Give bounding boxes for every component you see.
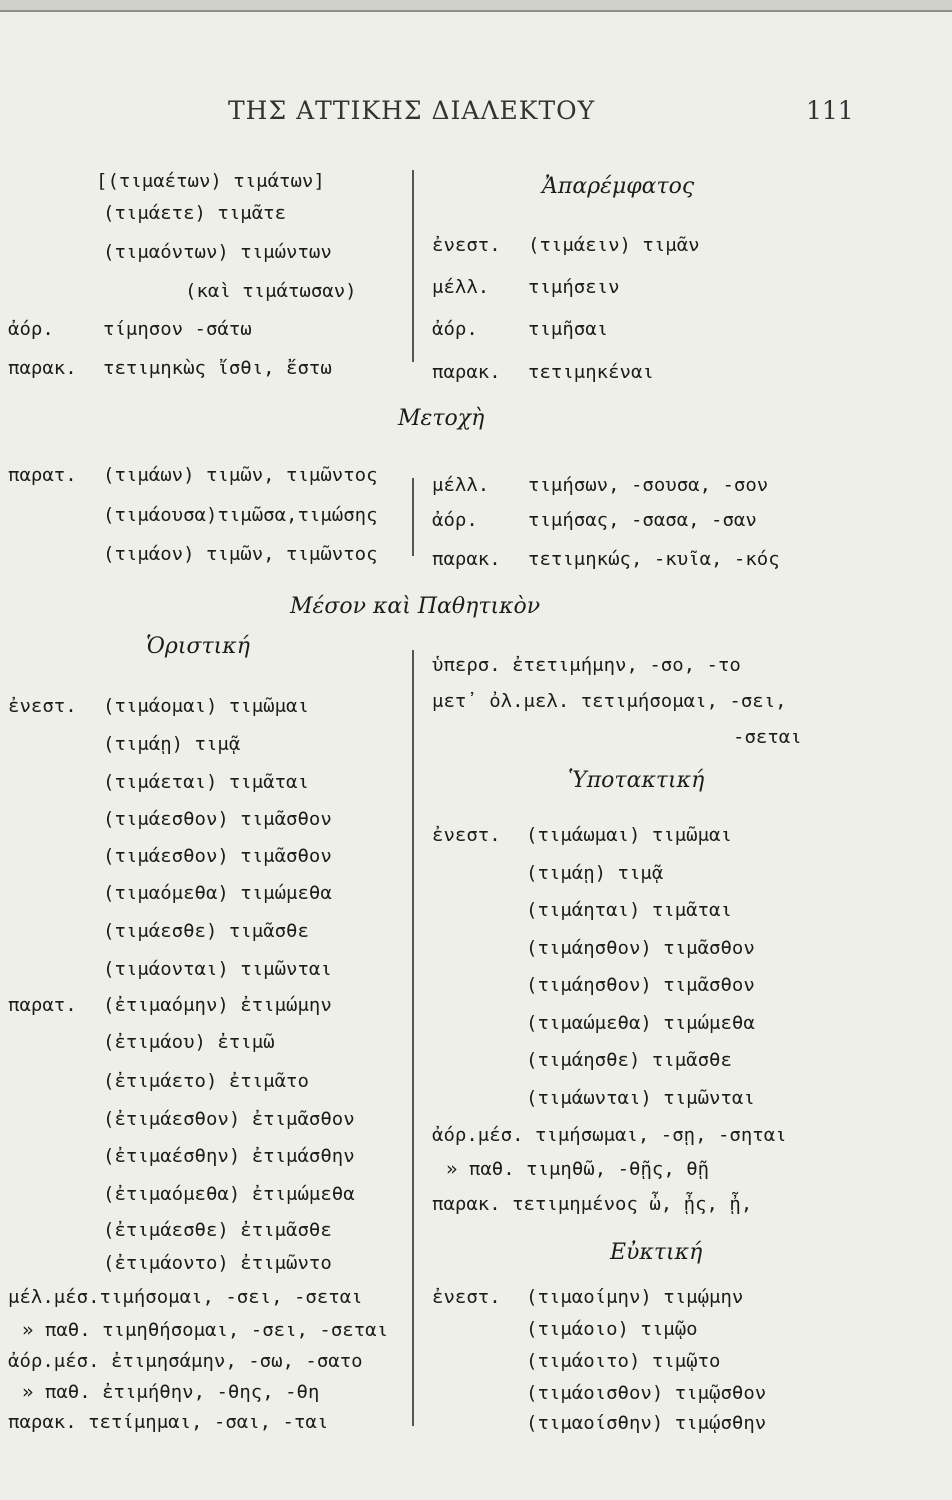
indicative-heading: Ὁριστική [146, 634, 250, 659]
participle-right-form: τιμήσας, -σασα, -σαν [528, 509, 757, 531]
participle-right-label: ἀόρ. [432, 509, 478, 531]
indicative-present-line: (τιμάεσθον) τιμᾶσθον [103, 808, 332, 830]
indicative-imperfect-line: (ἐτιμάεσθον) ἐτιμᾶσθον [103, 1108, 355, 1130]
indicative-imperfect-line: (ἐτιμάοντο) ἐτιμῶντο [103, 1252, 332, 1274]
aorist-label: ἀόρ. [8, 318, 54, 340]
indicative-imperfect-line: (ἐτιμαόμην) ἐτιμώμην [103, 994, 332, 1016]
indicative-imperfect-line: (ἐτιμάετο) ἐτιμᾶτο [103, 1070, 309, 1092]
infinitive-form: (τιμάειν) τιμᾶν [528, 234, 700, 256]
infinitive-heading: Ἀπαρέμφατος [542, 174, 695, 199]
optative-heading: Εὐκτική [610, 1240, 703, 1265]
indicative-tail-line: » παθ. τιμηθήσομαι, -σει, -σεται [22, 1319, 389, 1341]
participle-heading: Μετοχὴ [398, 406, 485, 431]
imperative-line: (καὶ τιμάτωσαν) [185, 280, 357, 302]
indicative-tail-line: ἀόρ.μέσ. ἐτιμησάμην, -σω, -σατο [8, 1350, 363, 1372]
perfect-form: τετιμηκὼς ἴσθι, ἔστω [103, 357, 332, 379]
indicative-present-line: (τιμάεσθε) τιμᾶσθε [103, 920, 309, 942]
indicative-tail-line: παρακ. τετίμημαι, -σαι, -ται [8, 1411, 329, 1433]
aorist-form: τίμησον -σάτω [103, 318, 252, 340]
column-rule [412, 478, 414, 556]
page-number: 111 [806, 96, 854, 125]
indicative-tail-line: μέλ.μέσ.τιμήσομαι, -σει, -σεται [8, 1286, 363, 1308]
subjunctive-line: (τιμάῃ) τιμᾷ [526, 862, 664, 884]
infinitive-label: ἐνεστ. [432, 234, 501, 256]
subjunctive-line: (τιμάησθε) τιμᾶσθε [526, 1049, 732, 1071]
subjunctive-line: (τιμάησθον) τιμᾶσθον [526, 974, 755, 996]
optative-line: (τιμάοιτο) τιμῷτο [526, 1350, 721, 1372]
participle-right-label: παρακ. [432, 548, 501, 570]
participle-present-label: παρατ. [8, 464, 77, 486]
pluperfect-line: ὑπερσ. ἐτετιμήμην, -σο, -το [432, 654, 741, 676]
indicative-imperfect-line: (ἐτιμαόμεθα) ἐτιμώμεθα [103, 1183, 355, 1205]
imperative-line: (τιμαόντων) τιμώντων [103, 241, 332, 263]
subjunctive-line: (τιμάωμαι) τιμῶμαι [526, 824, 732, 846]
participle-present-line: (τιμάον) τιμῶν, τιμῶντος [103, 543, 378, 565]
optative-line: (τιμάοισθον) τιμῷσθον [526, 1382, 767, 1404]
subjunctive-heading: Ὑποτακτική [568, 768, 705, 793]
infinitive-form: τιμήσειν [528, 276, 620, 298]
subjunctive-tail-line: ἀόρ.μέσ. τιμήσωμαι, -σῃ, -σηται [432, 1124, 787, 1146]
subjunctive-line: (τιμαώμεθα) τιμώμεθα [526, 1012, 755, 1034]
future-perfect-line: -σεται [733, 726, 802, 748]
optative-line: (τιμαοίσθην) τιμῴσθην [526, 1412, 767, 1434]
indicative-imperfect-line: (ἐτιμάεσθε) ἐτιμᾶσθε [103, 1219, 332, 1241]
subjunctive-tail-line: παρακ. τετιμημένος ὦ, ᾖς, ᾖ, [432, 1193, 753, 1215]
indicative-imperfect-line: (ἐτιμαέσθην) ἐτιμάσθην [103, 1145, 355, 1167]
indicative-present-line: (τιμάῃ) τιμᾷ [103, 733, 241, 755]
indicative-imperfect-label: παρατ. [8, 994, 77, 1016]
optative-label: ἐνεστ. [432, 1286, 501, 1308]
page-top-edge [0, 0, 952, 12]
participle-right-form: τετιμηκώς, -κυῖα, -κός [528, 548, 780, 570]
subjunctive-line: (τιμάηται) τιμᾶται [526, 899, 732, 921]
infinitive-label: παρακ. [432, 361, 501, 383]
optative-line: (τιμαοίμην) τιμῴμην [526, 1286, 744, 1308]
imperative-line: (τιμάετε) τιμᾶτε [103, 202, 287, 224]
infinitive-form: τετιμηκέναι [528, 361, 654, 383]
participle-present-line: (τιμάουσα)τιμῶσα,τιμώσης [103, 504, 378, 526]
subjunctive-line: (τιμάησθον) τιμᾶσθον [526, 937, 755, 959]
indicative-present-line: (τιμαόμεθα) τιμώμεθα [103, 882, 332, 904]
participle-present-line: (τιμάων) τιμῶν, τιμῶντος [103, 464, 378, 486]
participle-right-label: μέλλ. [432, 474, 490, 496]
participle-right-form: τιμήσων, -σουσα, -σον [528, 474, 769, 496]
indicative-tail-line: » παθ. ἐτιμήθην, -θης, -θη [22, 1381, 320, 1403]
indicative-present-line: (τιμάονται) τιμῶνται [103, 958, 332, 980]
running-title: ΤΗΣ ΑΤΤΙΚΗΣ ΔΙΑΛΕΚΤΟΥ [228, 96, 596, 125]
indicative-present-line: (τιμάεσθον) τιμᾶσθον [103, 845, 332, 867]
subjunctive-tail-line: » παθ. τιμηθῶ, -θῇς, θῇ [446, 1158, 710, 1180]
optative-line: (τιμάοιο) τιμῷο [526, 1318, 698, 1340]
infinitive-label: μέλλ. [432, 276, 490, 298]
indicative-present-label: ἐνεστ. [8, 695, 77, 717]
column-rule [412, 170, 414, 362]
column-rule [412, 650, 414, 1426]
indicative-present-line: (τιμάομαι) τιμῶμαι [103, 695, 309, 717]
perfect-label: παρακ. [8, 357, 77, 379]
subjunctive-label: ἐνεστ. [432, 824, 501, 846]
infinitive-form: τιμῆσαι [528, 318, 609, 340]
middle-passive-heading: Μέσον καὶ Παθητικὸν [290, 594, 541, 619]
future-perfect-line: μετ᾽ ὀλ.μελ. τετιμήσομαι, -σει, [432, 690, 787, 712]
subjunctive-line: (τιμάωνται) τιμῶνται [526, 1087, 755, 1109]
indicative-present-line: (τιμάεται) τιμᾶται [103, 771, 309, 793]
indicative-imperfect-line: (ἐτιμάου) ἐτιμῶ [103, 1031, 275, 1053]
infinitive-label: ἀόρ. [432, 318, 478, 340]
page-header [0, 96, 952, 136]
imperative-line: [(τιμαέτων) τιμάτων] [96, 170, 325, 192]
